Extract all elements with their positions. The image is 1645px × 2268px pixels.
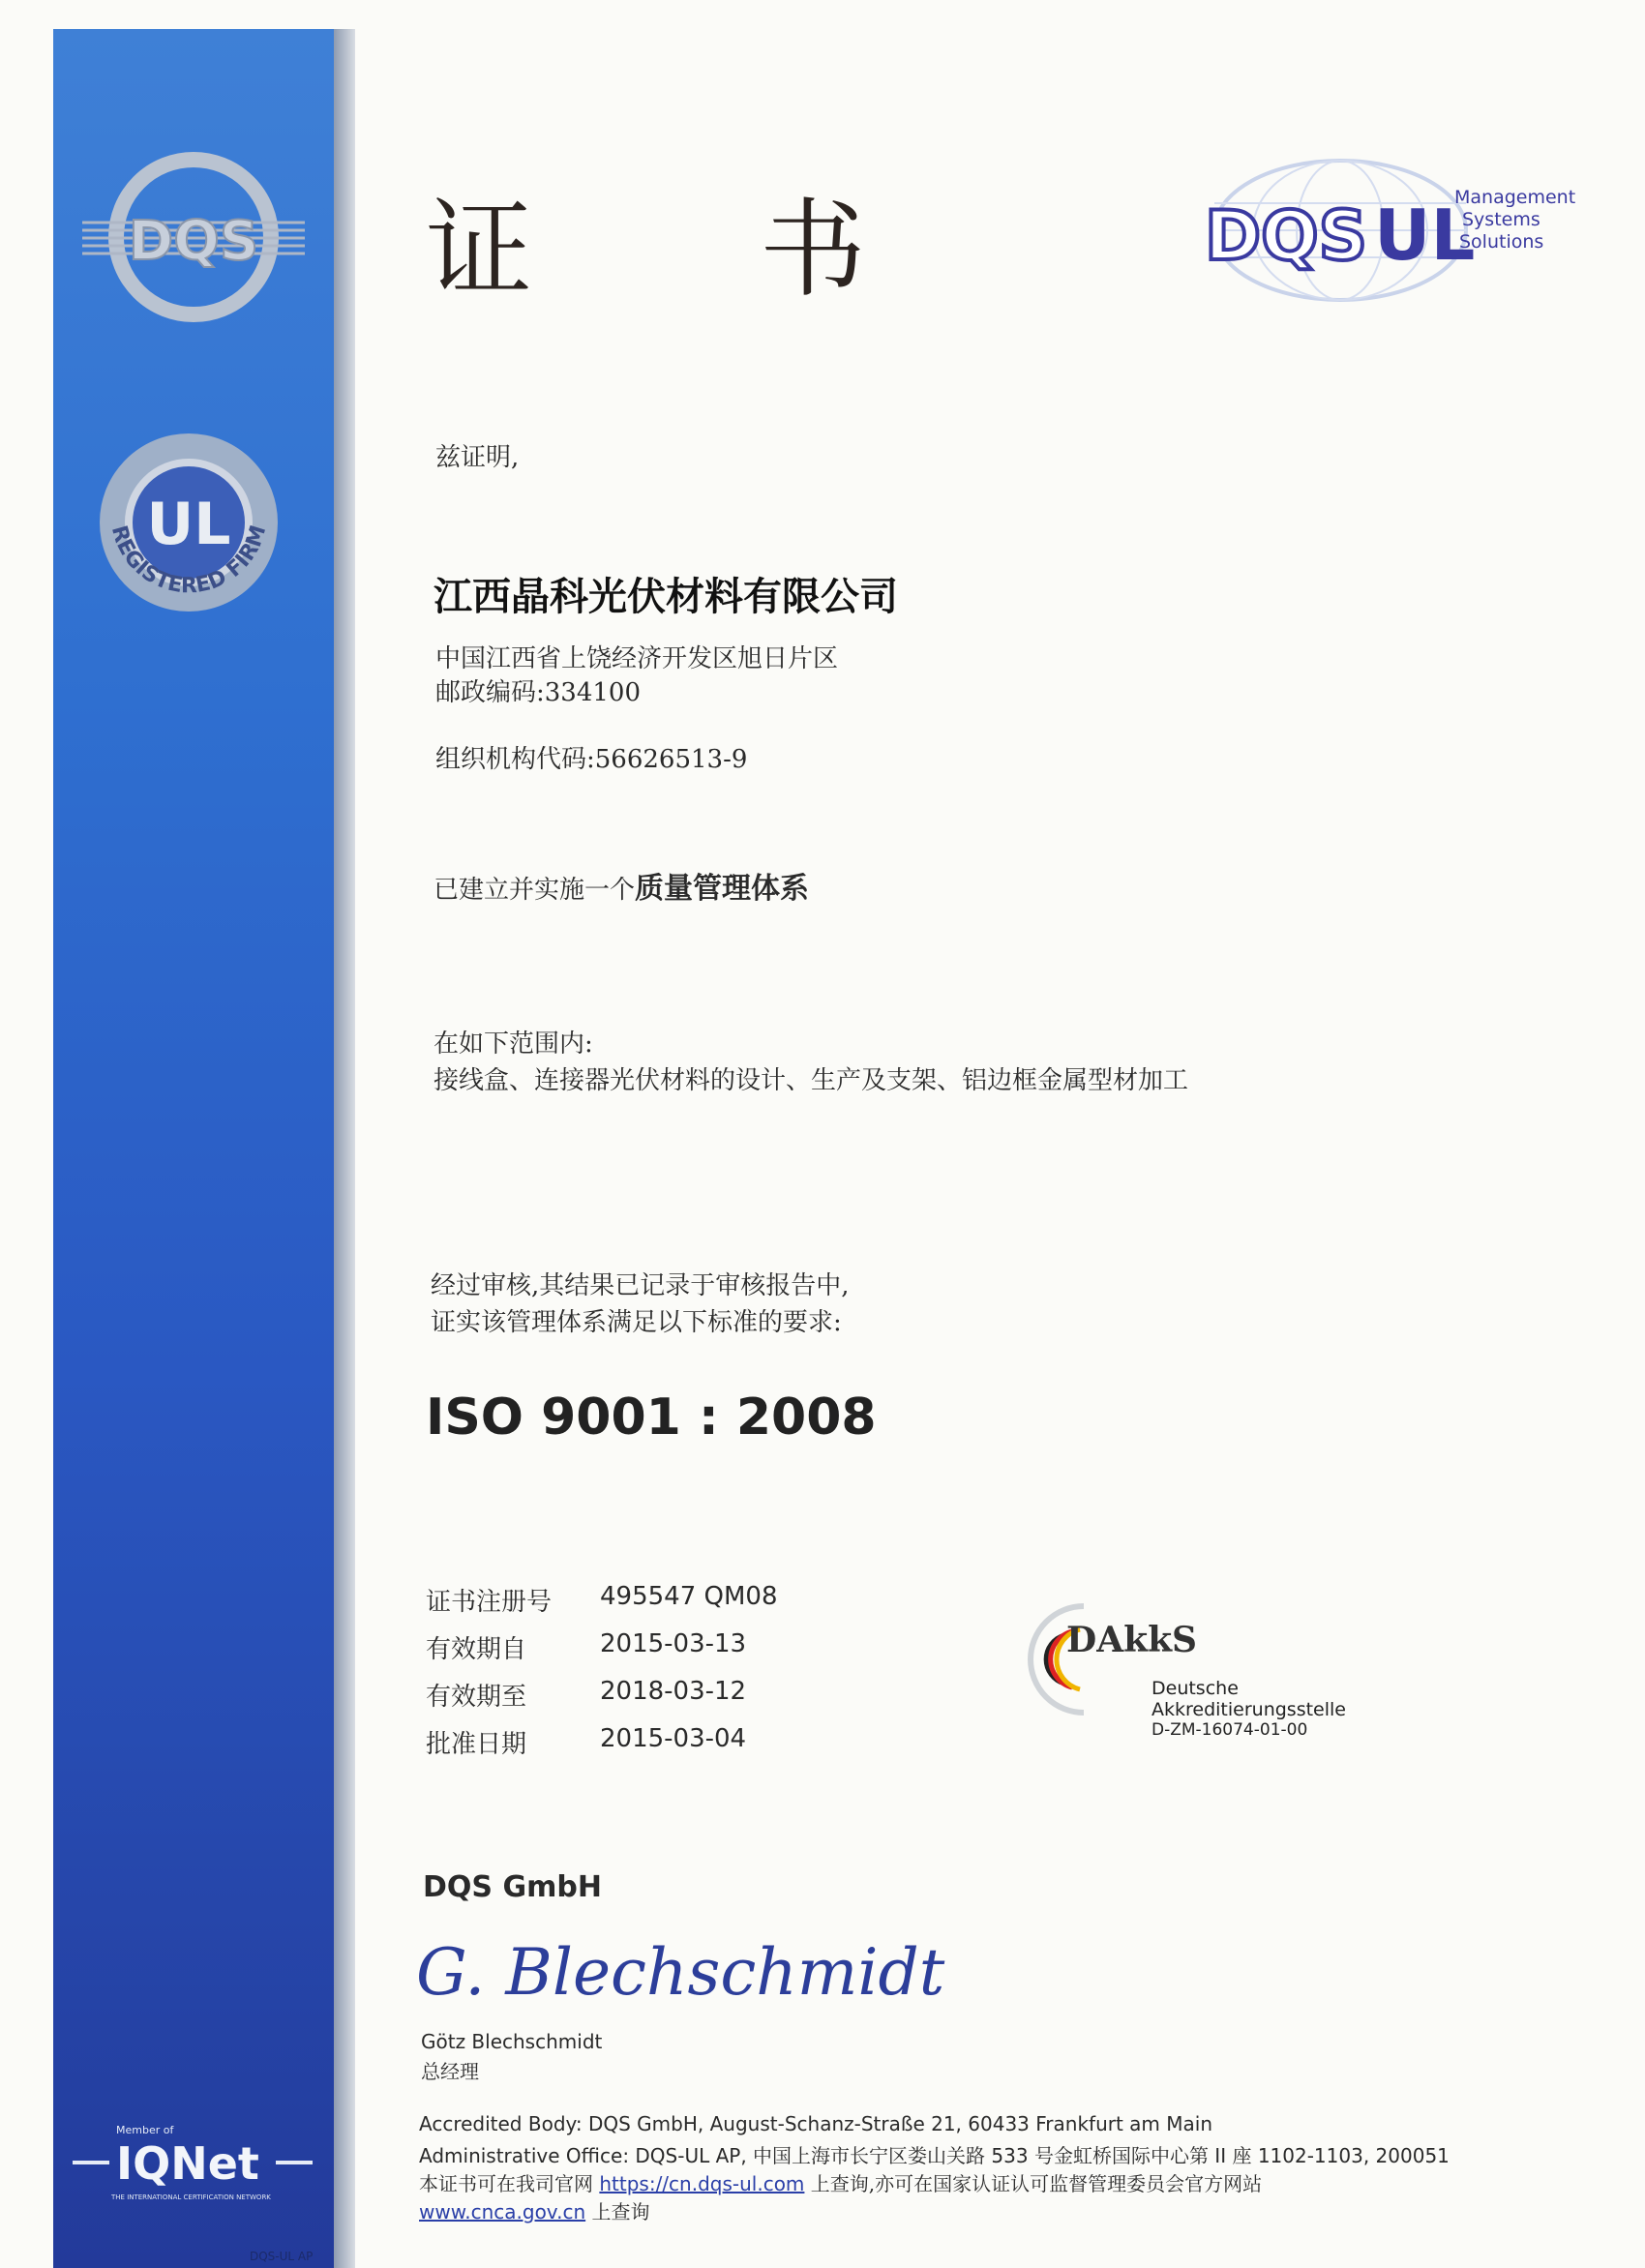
- dqs-ul-management-logo: [1195, 155, 1576, 314]
- verify-suffix: 上查询,亦可在国家认证认可监督管理委员会官方网站: [804, 2172, 1263, 2195]
- cnca-website-link[interactable]: www.cnca.gov.cn: [419, 2200, 586, 2223]
- dakks-logo: [1026, 1597, 1413, 1751]
- detail-label-to: 有效期至: [426, 1683, 527, 1712]
- ul-logo-text: UL: [146, 491, 231, 558]
- system-statement: [434, 864, 809, 907]
- footer-admin: Administrative Office: DQS-UL AP, 中国上海市长宁区娄山关路 533 号金虹桥国际中心第 II 座 1102-1103, 200051: [419, 2144, 1450, 2167]
- iqnet-sub-text: THE INTERNATIONAL CERTIFICATION NETWORK: [111, 2193, 271, 2201]
- band-edge-shadow: [334, 29, 355, 2268]
- dqs-ul-website-link[interactable]: https://cn.dqs-ul.com: [599, 2172, 805, 2195]
- detail-label-date: 批准日期: [426, 1730, 527, 1759]
- postcode: 邮政编码:334100: [435, 678, 642, 707]
- dakks-name: DAkkS: [1066, 1620, 1198, 1660]
- signature: G. Blechschmidt: [416, 1935, 945, 2010]
- audit-line-1: 经过审核,其结果已记录于审核报告中,: [431, 1271, 850, 1300]
- issuer-role: 总经理: [421, 2060, 479, 2083]
- dqs-round-logo: [77, 145, 310, 329]
- mgmt-text-3: Solutions: [1459, 231, 1544, 253]
- iqnet-left-dash: [73, 2161, 109, 2164]
- intro-text: 兹证明,: [435, 443, 520, 472]
- scope-label: 在如下范围内:: [434, 1030, 593, 1059]
- footer-cnca: [419, 2196, 649, 2224]
- ul-registered-firm-logo: [92, 426, 285, 619]
- detail-label-from: 有效期自: [426, 1635, 527, 1664]
- mgmt-text-1: Management: [1454, 187, 1576, 208]
- system-prefix: 已建立并实施一个: [434, 876, 636, 905]
- iqnet-logo: [73, 2124, 324, 2221]
- issuer-person: Götz Blechschmidt: [421, 2030, 603, 2053]
- mgmt-text-2: Systems: [1462, 209, 1540, 230]
- dqs-top-logo-text: DQS: [1205, 196, 1368, 276]
- detail-value-reg: 495547 QM08: [600, 1582, 778, 1611]
- issuer-org: DQS GmbH: [423, 1870, 602, 1904]
- bottom-code: DQS-UL AP: [250, 2250, 314, 2263]
- ul-top-logo-text: UL: [1374, 194, 1476, 276]
- org-code: 组织机构代码:56626513-9: [435, 745, 748, 774]
- dakks-line2: Akkreditierungsstelle: [1152, 1699, 1346, 1720]
- cnca-suffix: 上查询: [585, 2200, 650, 2223]
- footer-verify: [419, 2168, 1262, 2196]
- iqnet-member-text: Member of: [116, 2124, 174, 2136]
- detail-label-reg: 证书注册号: [426, 1588, 553, 1617]
- iqnet-right-dash: [276, 2161, 313, 2164]
- detail-value-from: 2015-03-13: [600, 1629, 747, 1658]
- dqs-logo-text: DQS: [128, 210, 259, 273]
- verify-prefix: 本证书可在我司官网: [419, 2172, 600, 2195]
- scope-text: 接线盒、连接器光伏材料的设计、生产及支架、铝边框金属型材加工: [434, 1066, 1189, 1095]
- iso-standard: ISO 9001 : 2008: [426, 1388, 877, 1447]
- certificate-title: 证 书: [426, 188, 963, 312]
- iqnet-text: IQNet: [116, 2137, 259, 2190]
- company-name: 江西晶科光伏材料有限公司: [434, 575, 898, 619]
- ul-registered-text: REGISTERED FIRM: [105, 522, 272, 599]
- system-name: 质量管理体系: [635, 872, 810, 906]
- left-decorative-band: [53, 29, 334, 2268]
- footer-accredited: Accredited Body: DQS GmbH, August-Schanz-Straße 21, 60433 Frankfurt am Main: [419, 2112, 1213, 2135]
- dakks-code: D-ZM-16074-01-00: [1152, 1720, 1308, 1740]
- company-address: 中国江西省上饶经济开发区旭日片区: [435, 644, 839, 673]
- detail-value-to: 2018-03-12: [600, 1677, 747, 1706]
- audit-line-2: 证实该管理体系满足以下标准的要求:: [431, 1308, 842, 1337]
- dakks-line1: Deutsche: [1152, 1678, 1239, 1699]
- detail-value-date: 2015-03-04: [600, 1724, 747, 1753]
